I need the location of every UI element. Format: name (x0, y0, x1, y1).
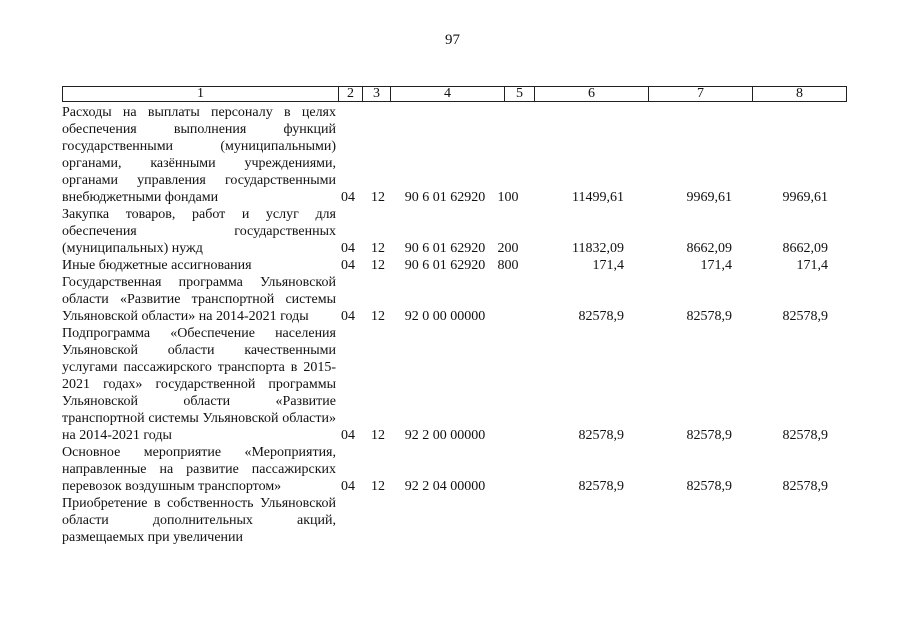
row-target-code: 92 0 00 00000 (404, 309, 486, 324)
row-subsection: 12 (371, 309, 385, 324)
table-row (62, 206, 852, 257)
row-expense-type: 200 (497, 241, 519, 256)
page-number: 97 (445, 32, 460, 48)
row-amount-7: 9969,61 (686, 190, 732, 205)
header-col-6: 6 (535, 87, 649, 101)
table-row (62, 257, 852, 274)
row-amount-8: 171,4 (796, 258, 828, 273)
row-subsection: 12 (371, 241, 385, 256)
row-target-code: 90 6 01 62920 (404, 190, 486, 205)
header-col-1: 1 (63, 87, 339, 101)
row-name: Расходы на выплаты персоналу в целях обеспечения выполнения функций государственными (муниципальными) органами, казёнными учреждениями, органами управления государственными внебюджетными фондами (62, 105, 336, 205)
row-amount-7: 82578,9 (686, 309, 732, 324)
table-row (62, 444, 852, 495)
row-name: Приобретение в собственность Ульяновской области дополнительных акций, размещаемых при увеличении (62, 496, 336, 545)
row-section: 04 (341, 428, 355, 443)
header-col-3: 3 (363, 87, 391, 101)
row-section: 04 (341, 190, 355, 205)
row-amount-7: 8662,09 (686, 241, 732, 256)
row-subsection: 12 (371, 190, 385, 205)
row-amount-6: 82578,9 (578, 309, 624, 324)
row-amount-6: 11499,61 (572, 190, 624, 205)
row-target-code: 90 6 01 62920 (404, 241, 486, 256)
table-row (62, 274, 852, 325)
row-target-code: 90 6 01 62920 (404, 258, 486, 273)
row-expense-type: 100 (497, 190, 519, 205)
row-amount-7: 171,4 (700, 258, 732, 273)
row-amount-6: 82578,9 (578, 428, 624, 443)
row-subsection: 12 (371, 428, 385, 443)
row-amount-8: 82578,9 (782, 309, 828, 324)
row-subsection: 12 (371, 479, 385, 494)
row-target-code: 92 2 04 00000 (404, 479, 486, 494)
row-name: Закупка товаров, работ и услуг для обеспечения государственных (муниципальных) нужд (62, 207, 336, 256)
row-amount-7: 82578,9 (686, 428, 732, 443)
row-amount-6: 82578,9 (578, 479, 624, 494)
row-amount-7: 82578,9 (686, 479, 732, 494)
header-col-2: 2 (339, 87, 363, 101)
row-expense-type: 800 (497, 258, 519, 273)
row-name: Подпрограмма «Обеспечение населения Ульяновской области качественными услугами пассажирского транспорта в 2015-2021 годах» государственной программы Ульяновской области «Развитие транспортной системы Ульяновской области» на 2014-2021 годы (62, 326, 336, 443)
table-row (62, 495, 852, 546)
header-col-4: 4 (391, 87, 505, 101)
row-section: 04 (341, 241, 355, 256)
row-amount-8: 82578,9 (782, 428, 828, 443)
row-name: Иные бюджетные ассигнования (62, 258, 252, 273)
row-amount-8: 9969,61 (782, 190, 828, 205)
row-amount-8: 8662,09 (782, 241, 828, 256)
table-row (62, 104, 852, 206)
row-target-code: 92 2 00 00000 (404, 428, 486, 443)
row-name: Основное мероприятие «Мероприятия, направленные на развитие пассажирских перевозок воздушным транспортом» (62, 445, 336, 494)
table-row (62, 325, 852, 444)
row-section: 04 (341, 258, 355, 273)
header-col-7: 7 (649, 87, 753, 101)
row-name: Государственная программа Ульяновской области «Развитие транспортной системы Ульяновской области» на 2014-2021 годы (62, 275, 336, 324)
table-header (62, 86, 847, 102)
row-section: 04 (341, 479, 355, 494)
row-subsection: 12 (371, 258, 385, 273)
header-col-5: 5 (505, 87, 535, 101)
budget-table-body (62, 104, 852, 546)
row-amount-8: 82578,9 (782, 479, 828, 494)
row-amount-6: 171,4 (592, 258, 624, 273)
row-amount-6: 11832,09 (572, 241, 624, 256)
row-section: 04 (341, 309, 355, 324)
header-col-8: 8 (796, 86, 803, 101)
